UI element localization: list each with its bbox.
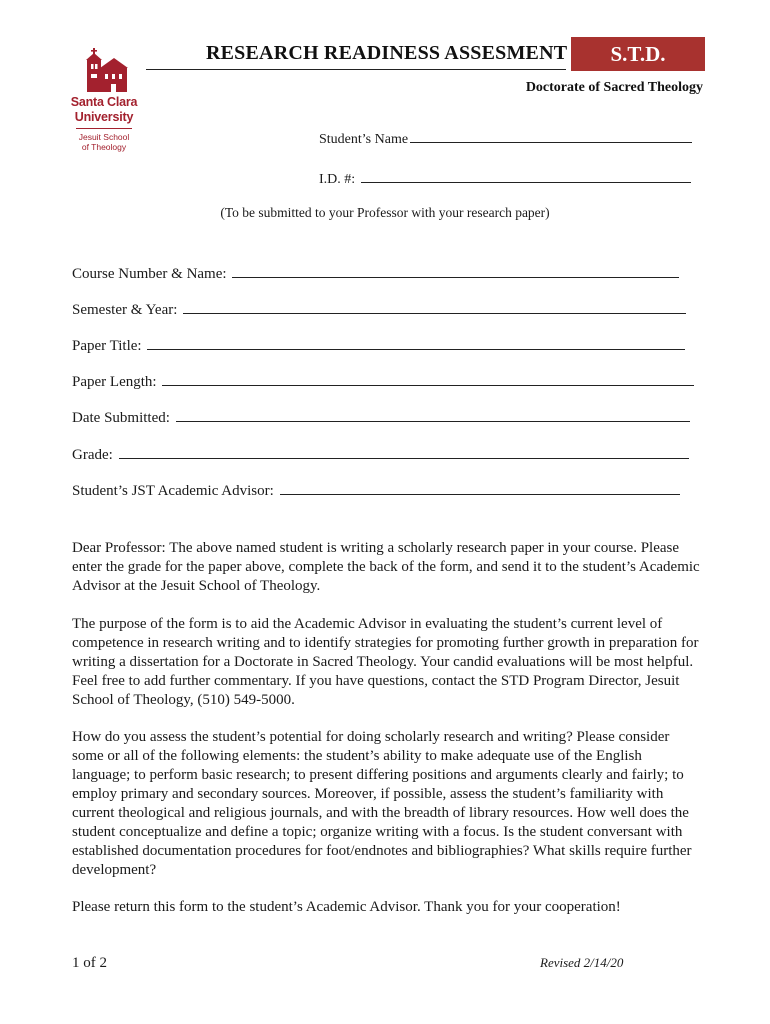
degree-badge: S.T.D. [571,37,705,71]
advisor-field[interactable] [72,483,680,500]
logo-university-name-line2: University [74,110,134,124]
semester-field[interactable] [72,302,686,319]
university-logo [70,44,138,152]
intro-paragraph [72,539,702,596]
student-id-field[interactable] [319,172,691,188]
logo-school-line2: of Theology [81,142,127,152]
paper-title-field[interactable] [72,338,685,355]
paper-length-line[interactable] [162,384,694,386]
paper-length-field[interactable] [72,374,694,391]
advisor-label: Student’s JST Academic Advisor: [72,483,274,499]
grade-field[interactable] [72,447,689,464]
mission-church-icon [78,44,130,94]
semester-label: Semester & Year: [72,302,178,318]
student-name-line[interactable] [410,141,692,143]
course-field[interactable] [72,266,679,283]
student-id-label: I.D. #: [319,172,356,187]
paper-length-label: Paper Length: [72,374,157,390]
grade-label: Grade: [72,447,113,463]
assessment-text: How do you assess the student’s potential for doing scholarly research and writing? Please consider some or all of the following elements: the student’s ability to make adequate use of the English language; to perform basic research; to present differing positions and arguments clearly and fairly; to employ primary and secondary sources. Moreover, if possible, assess the student’s familiarity with current theological and religious journals, and with the breadth of library resources. How well does the student conceptualize and define a topic; organize writing with a focus. Is the student conversant with established documentation procedures for foot/endnotes and bibliographies? What skills require further development? [72,729,692,878]
date-submitted-label: Date Submitted: [72,410,170,426]
grade-line[interactable] [119,457,689,459]
submission-note: (To be submitted to your Professor with your research paper) [220,205,550,220]
closing-text: Please return this form to the student’s Academic Advisor. Thank you for your cooperation! [72,899,621,915]
closing-paragraph [72,898,702,917]
student-name-label: Student’s Name [319,132,409,147]
logo-university-name-line1: Santa Clara [70,95,138,109]
page-number: 1 of 2 [72,955,107,971]
student-id-line[interactable] [361,181,691,183]
title-underline [146,69,566,70]
course-label: Course Number & Name: [72,266,227,282]
date-submitted-line[interactable] [176,420,690,422]
date-submitted-field[interactable] [72,410,690,427]
course-line[interactable] [232,276,679,278]
logo-school-line1: Jesuit School [78,132,130,142]
purpose-paragraph [72,615,702,710]
purpose-text: The purpose of the form is to aid the Academic Advisor in evaluating the student’s current level of competence in research writing and to identify strategies for promoting further growth in preparation for writing a dissertation for a Doctorate in Sacred Theology. Your candid evaluations will be most helpful. Feel free to add further commentary. If you have questions, contact the STD Program Director, Jesuit School of Theology, (510) 549-5000. [72,616,699,708]
intro-text: Dear Professor: The above named student is writing a scholarly research paper in your course. Please enter the grade for the paper above, complete the back of the form, and send it to the student’s Academic Advisor at the Jesuit School of Theology. [72,540,700,594]
paper-title-label: Paper Title: [72,338,142,354]
assessment-paragraph [72,728,702,880]
advisor-line[interactable] [280,493,680,495]
paper-title-line[interactable] [147,348,685,350]
revision-date: Revised 2/14/20 [540,955,624,970]
logo-divider [76,128,132,129]
student-name-field[interactable] [319,132,692,148]
semester-line[interactable] [183,312,686,314]
form-title: RESEARCH READINESS ASSESMENT [206,42,568,64]
degree-subtitle: Doctorate of Sacred Theology [525,80,703,95]
